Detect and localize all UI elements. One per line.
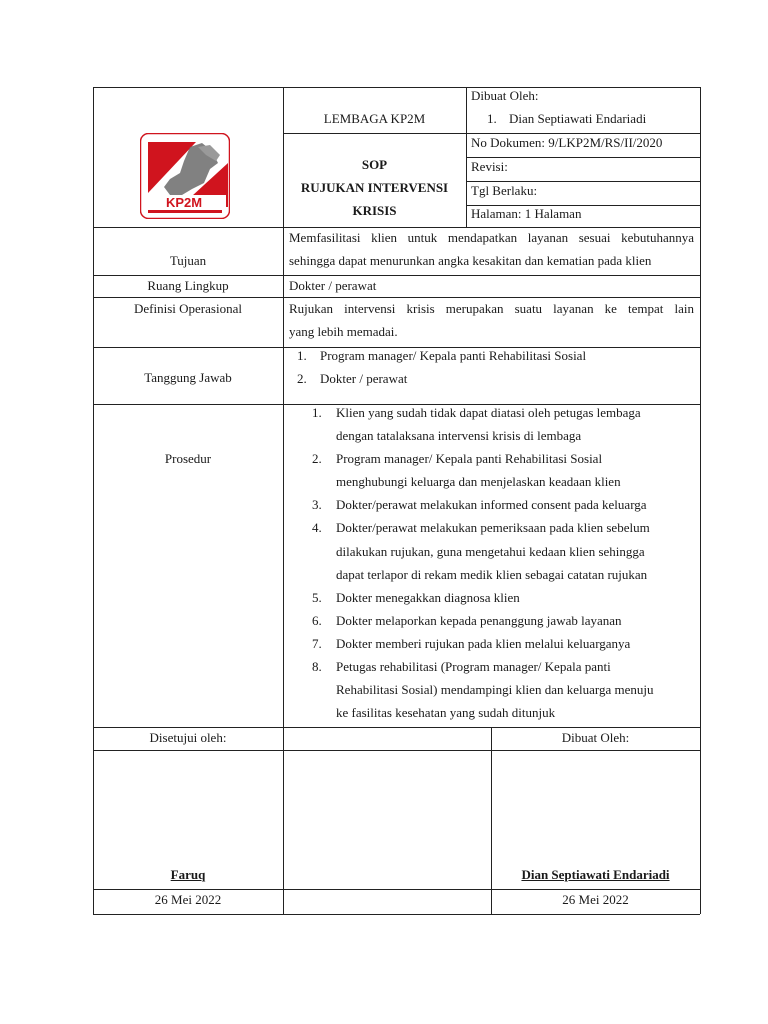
list-item: dilakukan rujukan, guna mengetahui kedaan klien sehingga: [336, 544, 645, 559]
list-item: Dokter / perawat: [320, 371, 408, 386]
list-item: dengan tatalaksana intervensi krisis di lembaga: [336, 428, 582, 443]
ruang-lingkup-value: Dokter / perawat: [289, 278, 377, 293]
made-by-footer-label: Dibuat Oleh:: [561, 730, 630, 745]
maker-date: 26 Mei 2022: [562, 892, 629, 907]
list-item: Klien yang sudah tidak dapat diatasi oleh petugas lembaga: [336, 405, 641, 420]
list-item-number: 2.: [297, 371, 307, 386]
list-item-number: 8.: [312, 659, 322, 674]
institution-name: LEMBAGA KP2M: [323, 111, 426, 126]
list-item-number: 7.: [312, 636, 322, 651]
definisi-line2: yang lebih memadai.: [289, 324, 398, 339]
list-item: Dokter/perawat melakukan informed consent pada keluarga: [336, 497, 647, 512]
ruang-lingkup-label: Ruang Lingkup: [147, 278, 229, 293]
list-item: Petugas rehabilitasi (Program manager/ Kepala panti: [336, 659, 611, 674]
sop-title-line2: KRISIS: [352, 203, 397, 218]
kp2m-logo: [140, 133, 230, 219]
approver-date: 26 Mei 2022: [154, 892, 222, 907]
list-item: Dokter menegakkan diagnosa klien: [336, 590, 520, 605]
definisi-line1: Rujukan intervensi krisis merupakan suatu layanan ke tempat lain: [289, 301, 694, 316]
maker-name: Dian Septiawati Endariadi: [521, 867, 670, 882]
effective-date: Tgl Berlaku:: [471, 183, 538, 198]
made-by-name: Dian Septiawati Endariadi: [509, 111, 647, 126]
page-count: Halaman: 1 Halaman: [471, 206, 582, 221]
revision: Revisi:: [471, 159, 508, 174]
list-item: ke fasilitas kesehatan yang sudah ditunjuk: [336, 705, 556, 720]
list-item-number: 1.: [297, 348, 307, 363]
list-item: dapat terlapor di rekam medik klien sebagai catatan rujukan: [336, 567, 648, 582]
approver-name: Faruq: [170, 867, 206, 882]
sop-title-line1: RUJUKAN INTERVENSI: [300, 180, 449, 195]
list-item-number: 5.: [312, 590, 322, 605]
tujuan-line1: Memfasilitasi klien untuk mendapatkan layanan sesuai kebutuhannya: [289, 230, 694, 245]
approved-by-label: Disetujui oleh:: [149, 730, 227, 745]
list-item: menghubungi keluarga dan menjelaskan keadaan klien: [336, 474, 621, 489]
made-by-num: 1.: [487, 111, 497, 126]
tanggung-jawab-label: Tanggung Jawab: [144, 370, 232, 385]
list-item-number: 4.: [312, 520, 322, 535]
definisi-label: Definisi Operasional: [134, 301, 242, 316]
list-item: Dokter memberi rujukan pada klien melalui keluarganya: [336, 636, 631, 651]
list-item-number: 2.: [312, 451, 322, 466]
list-item: Rehabilitasi Sosial) mendampingi klien dan keluarga menuju: [336, 682, 654, 697]
list-item: Dokter/perawat melakukan pemeriksaan pada klien sebelum: [336, 520, 650, 535]
list-item: Program manager/ Kepala panti Rehabilitasi Sosial: [336, 451, 603, 466]
list-item: Dokter melaporkan kepada penanggung jawab layanan: [336, 613, 622, 628]
list-item-number: 1.: [312, 405, 322, 420]
made-by-label: Dibuat Oleh:: [471, 88, 539, 103]
doc-number: No Dokumen: 9/LKP2M/RS/II/2020: [471, 135, 663, 150]
logo-text: KP2M: [166, 195, 203, 210]
list-item-number: 3.: [312, 497, 322, 512]
tujuan-label: Tujuan: [169, 253, 207, 268]
prosedur-label: Prosedur: [164, 451, 212, 466]
list-item-number: 6.: [312, 613, 322, 628]
sop-label: SOP: [361, 157, 388, 172]
list-item: Program manager/ Kepala panti Rehabilitasi Sosial: [320, 348, 587, 363]
tujuan-line2: sehingga dapat menurunkan angka kesakitan dan kematian pada klien: [289, 253, 652, 268]
